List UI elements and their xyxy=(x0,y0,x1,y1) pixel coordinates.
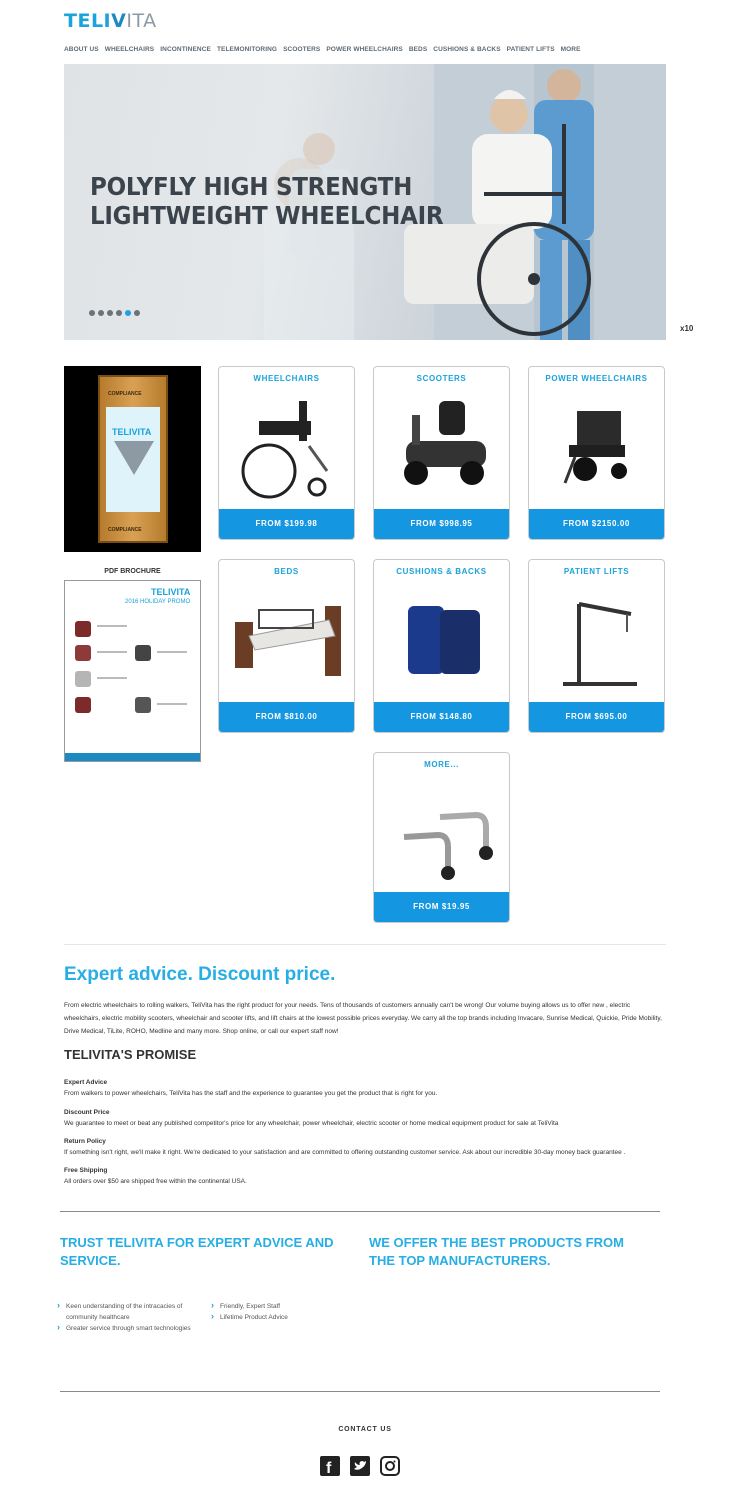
product-card-more[interactable] xyxy=(373,752,510,923)
hero-slider[interactable] xyxy=(64,64,666,340)
text-line xyxy=(97,677,127,679)
logo-part1: TELI xyxy=(64,10,112,32)
shield-icon xyxy=(114,441,154,475)
nav-telemonitoring[interactable]: TELEMONITORING xyxy=(216,46,278,53)
door-logo-text: TELIVITA xyxy=(112,427,152,437)
wheelchair-icon xyxy=(229,391,346,505)
logo-part2: V xyxy=(111,10,127,32)
twitter-icon[interactable] xyxy=(350,1456,370,1476)
footrest-icon xyxy=(384,777,501,891)
section-divider xyxy=(60,1391,660,1392)
promise-title: Return Policy xyxy=(64,1138,106,1145)
bed-icon xyxy=(229,584,346,698)
hero-dot[interactable] xyxy=(107,310,113,316)
door-bottom-label: COMPLIANCE xyxy=(108,527,142,533)
card-price-button[interactable]: FROM $148.80 xyxy=(374,702,509,732)
card-price-button[interactable]: FROM $998.95 xyxy=(374,509,509,539)
promise-text: If something isn't right, we'll make it right. We're dedicated to your satisfaction and are committed to offering outstanding customer service. Ask about our incredible 30-day money back guarantee . xyxy=(64,1149,626,1156)
advice-paragraph: From electric wheelchairs to rolling walkers, TeliVita has the right product for your needs. Tens of thousands of customers annually can't be wrong! Our volume buying allows us to offer new , electric wheelchairs, electric mobility scooters, wheelchair and scooter lifts, and lift chairs at the lowest possible prices everyday. We carry all the top brands including Invacare, Sunrise Medical, Quickie, Pride Mobility, Drive Medical, TiLite, ROHO, Medline and many more. Shop online, or call our expert staff now! xyxy=(64,1002,662,1035)
list-item: › Lifetime Product Advice xyxy=(211,1312,351,1323)
text-line xyxy=(157,703,187,705)
promise-text: We guarantee to meet or beat any published competitor's price for any wheelchair, power wheelchair, electric scooter or home medical equipment product for sale at TeliVita xyxy=(64,1120,559,1127)
product-card-patient-lifts[interactable] xyxy=(528,559,665,733)
product-card-wheelchairs[interactable] xyxy=(218,366,355,540)
hero-title-line2: LIGHTWEIGHT WHEELCHAIR xyxy=(90,201,444,230)
promise-item xyxy=(64,1136,664,1158)
compliance-door-image[interactable] xyxy=(64,366,201,552)
hero-dot[interactable] xyxy=(116,310,122,316)
promise-title: Expert Advice xyxy=(64,1079,108,1086)
patient-lift-icon xyxy=(539,584,656,698)
cushion-icon xyxy=(384,584,501,698)
products-heading: WE OFFER THE BEST PRODUCTS FROM THE TOP MANUFACTURERS. xyxy=(369,1235,624,1268)
brochure-subtitle: 2016 HOLIDAY PROMO xyxy=(125,599,191,605)
door-top-label: COMPLIANCE xyxy=(108,391,142,397)
social-links xyxy=(320,1456,400,1476)
hero-dot-active[interactable] xyxy=(125,310,131,316)
walker-icon xyxy=(75,621,91,637)
nav-cushions[interactable]: CUSHIONS & BACKS xyxy=(433,46,501,53)
site-logo[interactable] xyxy=(64,10,157,32)
nav-wheelchairs[interactable]: WHEELCHAIRS xyxy=(104,46,155,53)
card-price-button[interactable]: FROM $19.95 xyxy=(374,892,509,922)
text-line xyxy=(157,651,187,653)
card-price-button[interactable]: FROM $810.00 xyxy=(219,702,354,732)
hero-dot[interactable] xyxy=(134,310,140,316)
promise-heading: TELIVITA'S PROMISE xyxy=(64,1047,197,1062)
nav-incontinence[interactable]: INCONTINENCE xyxy=(160,46,211,53)
nav-more[interactable]: MORE xyxy=(560,46,581,53)
card-title: CUSHIONS & BACKS xyxy=(396,567,487,576)
advice-heading: Expert advice. Discount price. xyxy=(64,964,336,985)
contact-us-link[interactable]: CONTACT US xyxy=(338,1426,392,1433)
hero-title-line1: POLYFLY HIGH STRENGTH xyxy=(90,172,413,201)
walker-icon xyxy=(75,645,91,661)
wheelchair-icon xyxy=(135,697,151,713)
card-title: SCOOTERS xyxy=(416,374,467,383)
nav-power-wheelchairs[interactable]: POWER WHEELCHAIRS xyxy=(326,46,403,53)
section-divider xyxy=(64,944,666,945)
text-line xyxy=(97,625,127,627)
commode-icon xyxy=(75,671,91,687)
card-title: MORE... xyxy=(424,760,459,769)
card-title: BEDS xyxy=(274,567,299,576)
power-wheelchair-icon xyxy=(539,391,656,505)
card-price-button[interactable]: FROM $2150.00 xyxy=(529,509,664,539)
trust-bullet-list xyxy=(57,1301,197,1334)
device-icon xyxy=(135,645,151,661)
trust-bullet-list xyxy=(211,1301,351,1323)
instagram-icon[interactable] xyxy=(380,1456,400,1476)
section-divider xyxy=(60,1211,660,1212)
walker-icon xyxy=(75,697,91,713)
promise-text: From walkers to power wheelchairs, TeliVita has the staff and the experience to guarantee you get the product that is right for you. xyxy=(64,1090,438,1097)
product-card-beds[interactable] xyxy=(218,559,355,733)
card-title: WHEELCHAIRS xyxy=(253,374,320,383)
promise-item xyxy=(64,1107,664,1129)
trust-heading: TRUST TELIVITA FOR EXPERT ADVICE AND SERVICE. xyxy=(60,1235,334,1268)
nav-beds[interactable]: BEDS xyxy=(408,46,428,53)
nav-scooters[interactable]: SCOOTERS xyxy=(283,46,321,53)
svg-text:f: f xyxy=(326,1460,332,1476)
hero-counter: x10 xyxy=(680,324,694,333)
main-nav xyxy=(64,46,581,53)
pdf-brochure-label: PDF BROCHURE xyxy=(104,568,161,575)
hero-pagination xyxy=(89,310,140,316)
promise-title: Discount Price xyxy=(64,1109,110,1116)
pdf-brochure-thumbnail[interactable] xyxy=(64,580,201,762)
promise-item xyxy=(64,1077,664,1099)
scooter-icon xyxy=(384,391,501,505)
card-price-button[interactable]: FROM $199.98 xyxy=(219,509,354,539)
brochure-footer-bar xyxy=(65,753,200,761)
brochure-title: TELIVITA xyxy=(151,587,191,597)
promise-item xyxy=(64,1165,664,1187)
card-title: PATIENT LIFTS xyxy=(563,567,630,576)
card-title: POWER WHEELCHAIRS xyxy=(545,374,648,383)
facebook-icon[interactable] xyxy=(320,1456,340,1476)
product-card-scooters[interactable] xyxy=(373,366,510,540)
logo-part3: ITA xyxy=(126,10,157,32)
door-graphic xyxy=(98,375,168,543)
product-card-power-wheelchairs[interactable] xyxy=(528,366,665,540)
hero-dot[interactable] xyxy=(89,310,95,316)
list-item: › Greater service through smart technologies xyxy=(57,1323,197,1334)
promise-text: All orders over $50 are shipped free within the continental USA. xyxy=(64,1178,247,1185)
list-item: › Friendly, Expert Staff xyxy=(211,1301,351,1312)
card-price-button[interactable]: FROM $695.00 xyxy=(529,702,664,732)
nav-patient-lifts[interactable]: PATIENT LIFTS xyxy=(506,46,555,53)
hero-title xyxy=(90,172,443,230)
promise-title: Free Shipping xyxy=(64,1167,108,1174)
nav-about[interactable]: ABOUT US xyxy=(64,46,99,53)
list-item: › Keen understanding of the intracacies of community healthcare xyxy=(57,1301,197,1323)
hero-dot[interactable] xyxy=(98,310,104,316)
product-card-cushions-backs[interactable] xyxy=(373,559,510,733)
text-line xyxy=(97,651,127,653)
